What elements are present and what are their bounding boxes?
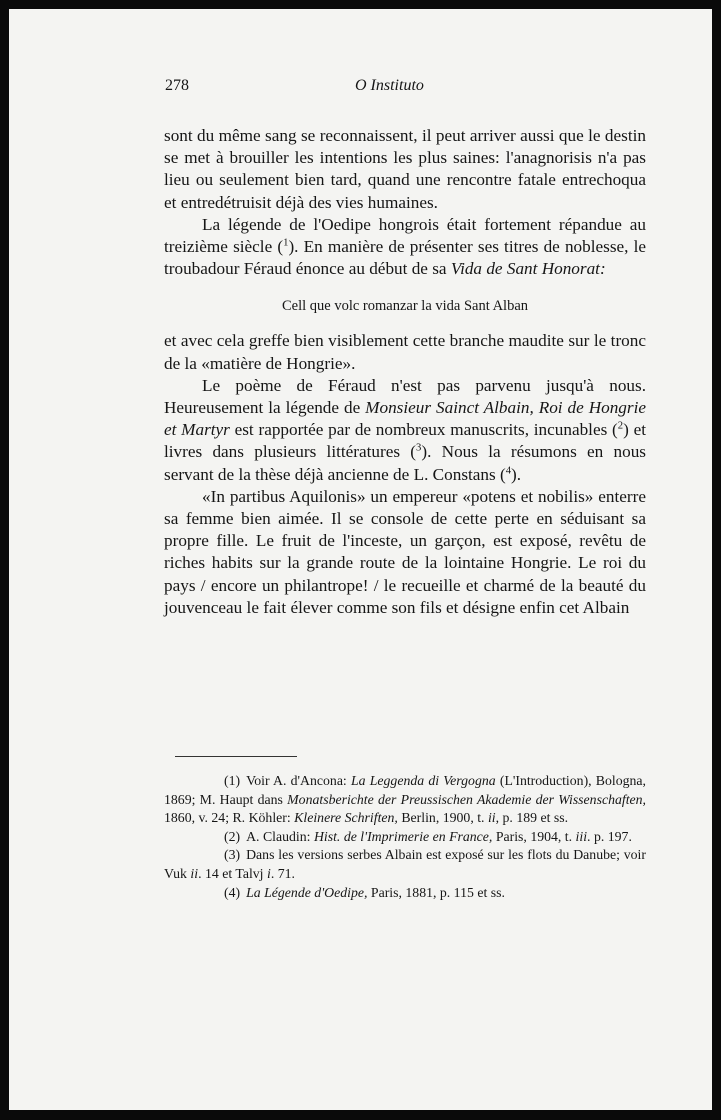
text-run: . 71.: [270, 865, 295, 881]
main-text: [164, 125, 646, 619]
work-title: La Légende d'Oedipe,: [246, 884, 368, 900]
footnote-number: (4): [224, 884, 241, 900]
footnote-3: [164, 846, 646, 883]
work-title: Hist. de l'Imprimerie en France,: [313, 828, 493, 844]
volume-numeral: ii: [487, 810, 496, 826]
text-run: Paris, 1881, p. 115 et ss.: [367, 884, 505, 900]
text-run: est rapportée par de nombreux manuscrits, incunables (: [229, 420, 618, 440]
text-run: ).: [511, 464, 522, 484]
text-run: ). En manière de présenter ses titres de noblesse, le troubadour Féraud énonce au début de sa: [164, 237, 646, 279]
work-title: Kleinere Schriften,: [294, 810, 398, 826]
book-page: [9, 9, 712, 1110]
text-run: Voir A. d'Ancona:: [246, 773, 351, 788]
footnote-2: [164, 828, 646, 847]
volume-numeral: iii: [575, 828, 588, 844]
page-header: [9, 73, 712, 99]
footnote-divider: [175, 756, 297, 757]
text-run: ). Nous la résumons en nous servant de la thèse déjà ancienne de L. Constans (: [164, 442, 646, 484]
text-run: Dans les versions serbes Albain est exposé sur les flots du Danube; voir Vuk: [164, 847, 646, 881]
page-number: 278: [165, 77, 189, 94]
work-title: Monatsberichte der Preussischen Akademie der Wissenschaften,: [287, 791, 647, 807]
verse-quote: Cell que volc romanzar la vida Sant Alban: [281, 298, 529, 315]
footnote-1: [164, 772, 646, 828]
text-run: Berlin, 1900, t.: [397, 810, 488, 826]
text-run: Le poème de Féraud n'est pas parvenu jusqu'à nous. Heureusement la légende de: [164, 375, 646, 418]
work-title: La Leggenda di Vergogna: [350, 773, 496, 788]
footnote-number: (3): [224, 847, 241, 863]
text-run: Paris, 1904, t.: [492, 828, 576, 844]
text-run: La légende de l'Oedipe hongrois était fortement répandue au treizième siècle (: [164, 214, 646, 257]
footnote-ref-2: 2: [617, 420, 624, 432]
footnotes: [164, 772, 646, 902]
volume-numeral: i: [266, 865, 271, 881]
paragraph-1: sont du même sang se reconnaissent, il peut arriver aussi que le destin se met à brouiller les intentions les plus saines: l'anagnorisis n'a pas lieu ou seulement bien tard, quand une rencontre fatale entrechoqua et entredétruisit déjà des vies humaines.: [164, 126, 646, 212]
text-run: A. Claudin:: [246, 828, 314, 844]
footnote-ref-4: 4: [505, 464, 512, 476]
work-title: Monsieur Sainct Albain, Roi de Hongrie et Martyr: [164, 398, 646, 440]
footnote-number: (2): [224, 828, 241, 844]
volume-numeral: ii: [190, 865, 199, 881]
text-run: . 14 et Talvj: [198, 865, 267, 881]
paragraph-4: [164, 375, 646, 486]
footnote-ref-1: 1: [283, 237, 289, 249]
paragraph-2: [164, 214, 646, 281]
text-run: . p. 197.: [587, 828, 632, 844]
work-title: Vida de Sant Honorat:: [450, 259, 606, 279]
paragraph-3: et avec cela greffe bien visiblement cette branche maudite sur le tronc de la «matière de Hongrie».: [164, 331, 646, 373]
running-title: O Instituto: [355, 77, 424, 94]
text-run: , p. 189 et ss.: [495, 810, 569, 826]
text-run: 1860, v. 24; R. Köhler:: [164, 810, 295, 826]
text-run: (L'Introduction), Bologna, 1869; M. Haupt dans: [164, 773, 647, 807]
footnote-4: [164, 884, 646, 903]
paragraph-5: «In partibus Aquilonis» un empereur «potens et nobilis» enterre sa femme bien aimée. Il se console de cette perte en séduisant sa propre fille. Le fruit de l'inceste, un garçon, est exposé, revêtu de riches habits sur la grande route de la lointaine Hongrie. Le roi du pays / encore un philantrope! / le recueille et charmé de la beauté du jouvenceau le fait élever comme son fils et désigne enfin cet Albain: [164, 486, 646, 617]
text-run: ) et livres dans plusieurs littératures (: [164, 420, 646, 462]
footnote-number: (1): [224, 773, 241, 788]
footnote-ref-3: 3: [416, 442, 422, 454]
